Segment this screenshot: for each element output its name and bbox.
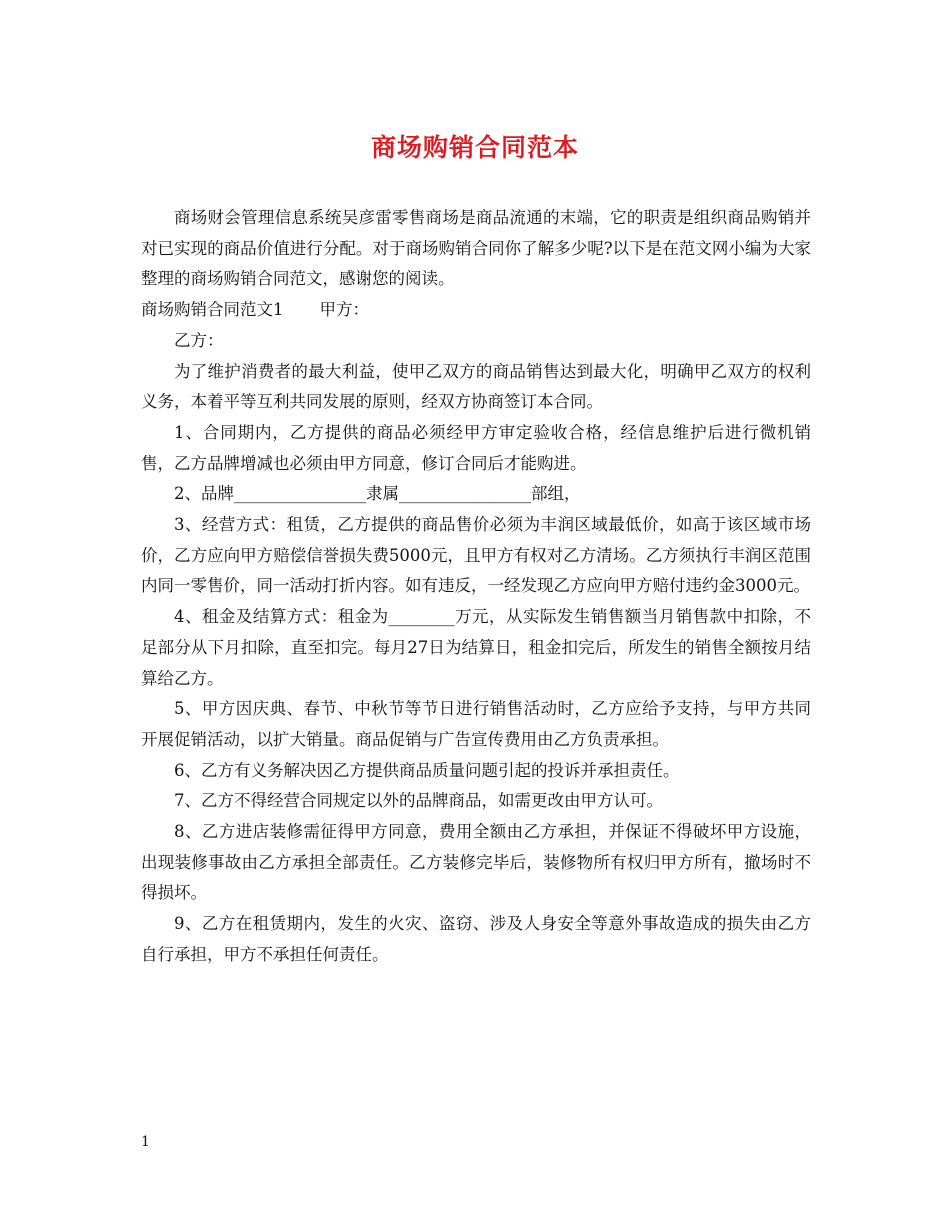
clause-2: 2、品牌________________隶属________________部组， bbox=[174, 484, 581, 504]
clause-9: 9、乙方在租赁期内，发生的火灾、盗窃、涉及人身安全等意外事故造成的损失由乙方自行承担，甲方不承担任何责任。 bbox=[141, 914, 811, 964]
clause-6: 6、乙方有义务解决因乙方提供商品质量问题引起的投诉并承担责任。 bbox=[174, 760, 680, 780]
preamble-paragraph: 为了维护消费者的最大利益，使甲乙双方的商品销售达到最大化，明确甲乙双方的权利义务，本着平等互利共同发展的原则，经双方协商签订本合同。 bbox=[141, 361, 811, 412]
party-b-label: 乙方： bbox=[174, 330, 224, 350]
document-body bbox=[141, 203, 811, 971]
sample-heading: 商场购销合同范文1 bbox=[141, 300, 284, 320]
page-number: 1 bbox=[141, 1134, 150, 1150]
intro-paragraph: 商场财会管理信息系统吴彦雷零售商场是商品流通的末端，它的职责是组织商品购销并对已实现的商品价值进行分配。对于商场购销合同你了解多少呢?以下是在范文网小编为大家整理的商场购销合同范文，感谢您的阅读。 bbox=[141, 208, 811, 289]
party-a-label: 甲方： bbox=[319, 300, 369, 320]
clause-4: 4、租金及结算方式：租金为________万元，从实际发生销售额当月销售款中扣除，不足部分从下月扣除，直至扣完。每月27日为结算日，租金扣完后，所发生的销售全额按月结算给乙方。 bbox=[141, 607, 811, 688]
clause-8: 8、乙方进店装修需征得甲方同意，费用全额由乙方承担，并保证不得破坏甲方设施，出现装修事故由乙方承担全部责任。乙方装修完毕后，装修物所有权归甲方所有，撤场时不得损坏。 bbox=[141, 822, 811, 903]
clause-5: 5、甲方因庆典、春节、中秋节等节日进行销售活动时，乙方应给予支持，与甲方共同开展促销活动，以扩大销量。商品促销与广告宣传费用由乙方负责承担。 bbox=[141, 699, 811, 749]
clause-3: 3、经营方式：租赁，乙方提供的商品售价必须为丰润区域最低价，如高于该区域市场价，乙方应向甲方赔偿信誉损失费5000元，且甲方有权对乙方清场。乙方须执行丰润区范围内同一零售价，同一活动打折内容。如有违反，一经发现乙方应向甲方赔付违约金3000元。 bbox=[141, 515, 811, 596]
clause-7: 7、乙方不得经营合同规定以外的品牌商品，如需更改由甲方认可。 bbox=[174, 791, 663, 811]
document-title: 商场购销合同范本 bbox=[370, 133, 579, 162]
clause-1: 1、合同期内，乙方提供的商品必须经甲方审定验收合格，经信息维护后进行微机销售，乙方品牌增减也必须由甲方同意，修订合同后才能购进。 bbox=[141, 422, 811, 473]
sample-heading-line bbox=[141, 295, 811, 326]
